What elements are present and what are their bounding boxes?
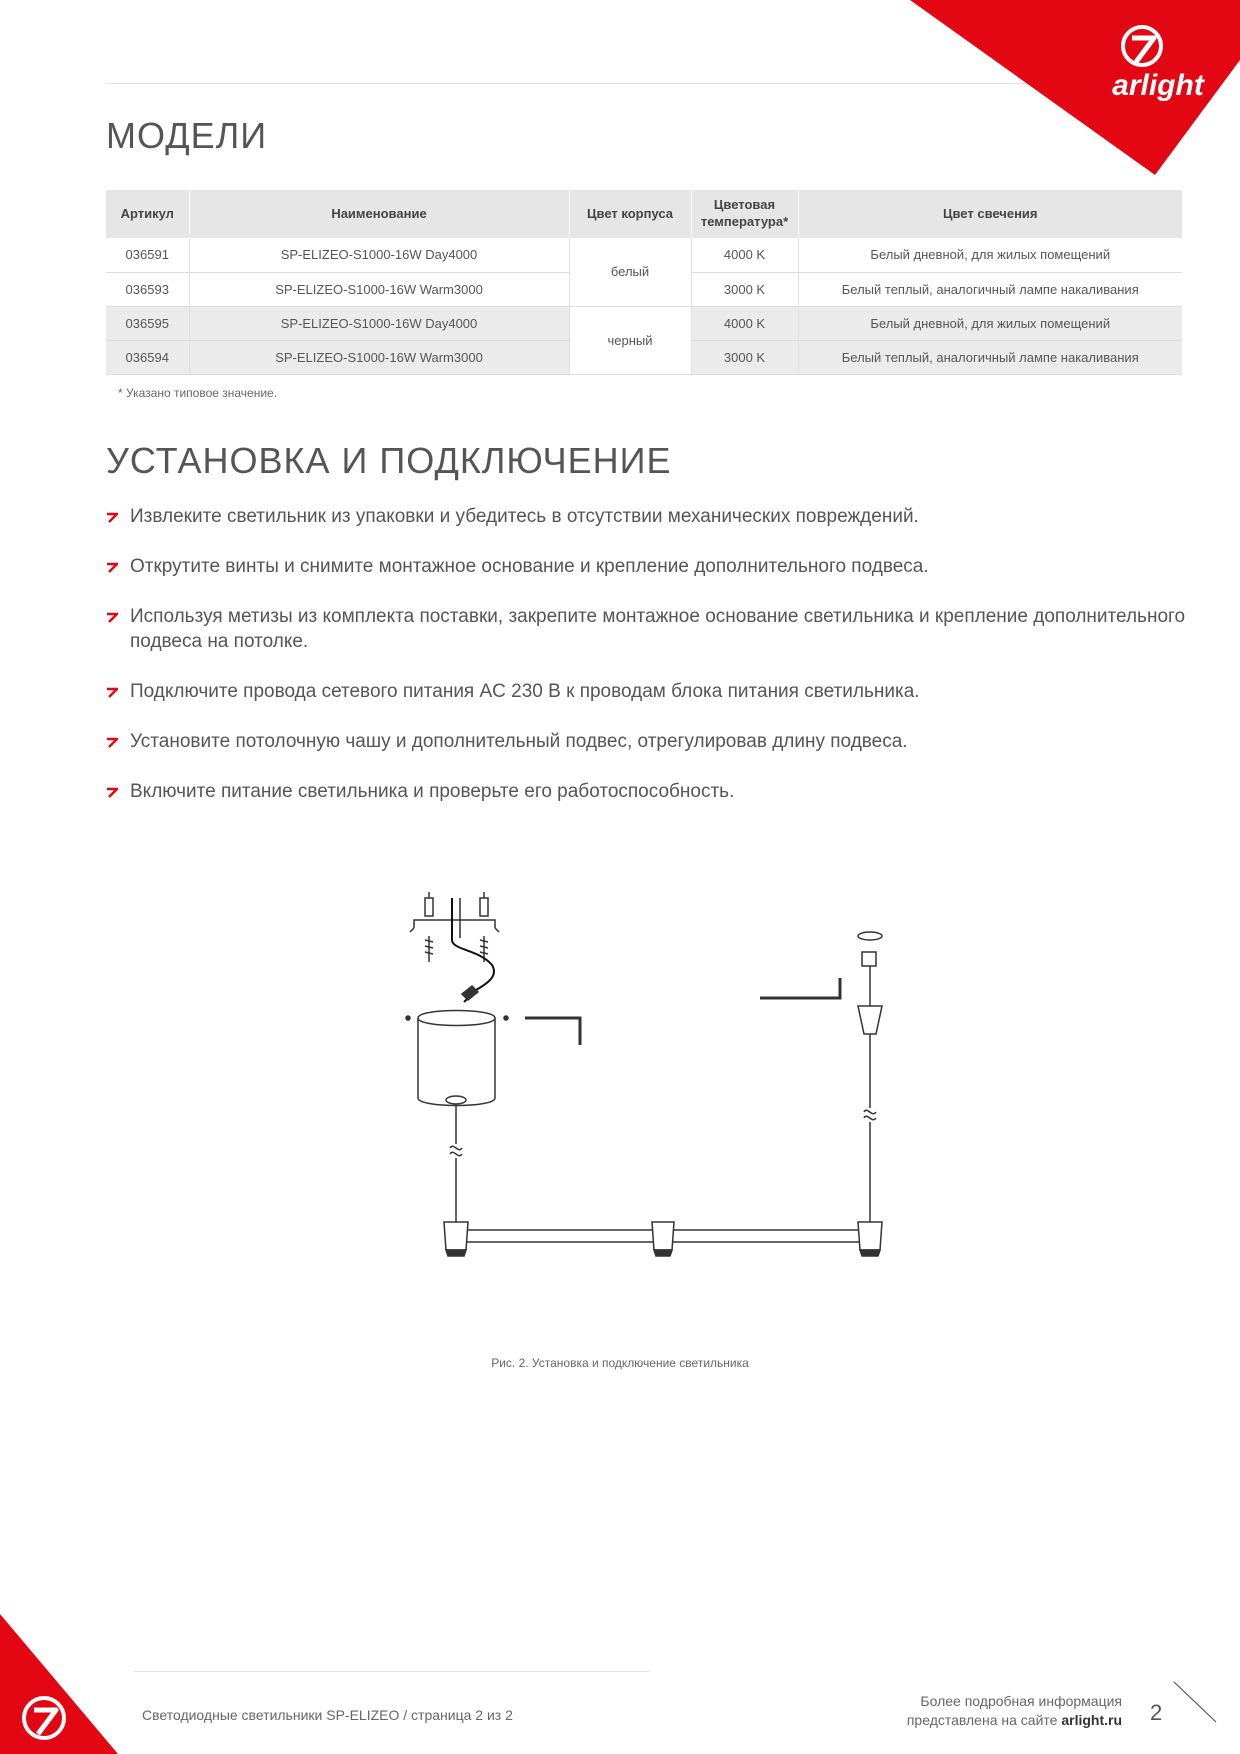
temp-cell: 4000 K [691, 306, 798, 340]
red-arrow-icon [106, 561, 118, 573]
temp-cell: 3000 K [691, 272, 798, 306]
page-slash-icon [1170, 1680, 1220, 1725]
table-row [106, 238, 1182, 272]
article-cell: 036591 [106, 238, 189, 272]
list-item: Извлеките светильник из упаковки и убедитесь в отсутствии механических повреждений. [106, 504, 1186, 529]
list-item: Используя метизы из комплекта поставки, закрепите монтажное основание светильника и крепление дополнительного подвеса на потолке. [106, 604, 1186, 654]
table-row [106, 306, 1182, 340]
hex-key-icon [760, 978, 840, 998]
mounting-bracket-icon [410, 892, 499, 962]
body-color-cell: черный [569, 306, 691, 374]
figure-caption: Рис. 2. Установка и подключение светильника [491, 1356, 749, 1370]
temp-cell: 3000 K [691, 340, 798, 374]
light-cell: Белый дневной, для жилых помещений [798, 306, 1182, 340]
header-name: Наименование [189, 190, 569, 238]
install-steps [106, 504, 1186, 829]
red-arrow-icon [106, 511, 118, 523]
header-body-color: Цвет корпуса [569, 190, 691, 238]
install-title: УСТАНОВКА И ПОДКЛЮЧЕНИЕ [106, 440, 672, 481]
linear-luminaire-icon [444, 1222, 882, 1256]
body-color-cell: белый [569, 238, 691, 306]
red-arrow-icon [106, 736, 118, 748]
more-info: Более подробная информация представлена на сайте arlight.ru [906, 1693, 1122, 1728]
light-cell: Белый теплый, аналогичный лампе накаливания [798, 340, 1182, 374]
red-arrow-icon [106, 686, 118, 698]
list-item: Установите потолочную чашу и дополнительный подвес, отрегулировав длину подвеса. [106, 729, 1186, 754]
page-number: 2 [1150, 1700, 1163, 1725]
brand-corner-bottom [0, 1614, 120, 1754]
article-cell: 036593 [106, 272, 189, 306]
temp-cell: 4000 K [691, 238, 798, 272]
models-title: МОДЕЛИ [106, 115, 268, 156]
site-link[interactable]: arlight.ru [1061, 1712, 1122, 1728]
document-title: Светодиодные светильники SP-ELIZEO / страница 2 из 2 [142, 1707, 513, 1723]
header-light-color: Цвет свечения [798, 190, 1182, 238]
models-table [106, 190, 1182, 375]
name-cell: SP-ELIZEO-S1000-16W Warm3000 [189, 272, 569, 306]
list-item: Включите питание светильника и проверьте его работоспособность. [106, 779, 1186, 804]
article-cell: 036594 [106, 340, 189, 374]
top-divider [106, 83, 1036, 84]
red-arrow-icon [106, 611, 118, 623]
header-color-temp: Цветовая температура* [691, 190, 798, 238]
list-item: Открутите винты и снимите монтажное основание и крепление дополнительного подвеса. [106, 554, 1186, 579]
name-cell: SP-ELIZEO-S1000-16W Warm3000 [189, 340, 569, 374]
light-cell: Белый дневной, для жилых помещений [798, 238, 1182, 272]
red-arrow-icon [106, 786, 118, 798]
suspension-mount-icon [858, 932, 882, 1226]
hex-key-icon [525, 1018, 580, 1045]
table-footnote: * Указано типовое значение. [118, 386, 278, 400]
article-cell: 036595 [106, 306, 189, 340]
footer-divider [134, 1671, 649, 1672]
name-cell: SP-ELIZEO-S1000-16W Day4000 [189, 306, 569, 340]
list-item: Подключите провода сетевого питания AC 230 В к проводам блока питания светильника. [106, 679, 1186, 704]
light-cell: Белый теплый, аналогичный лампе накаливания [798, 272, 1182, 306]
name-cell: SP-ELIZEO-S1000-16W Day4000 [189, 238, 569, 272]
installation-diagram [400, 890, 910, 1280]
header-article: Артикул [106, 190, 189, 238]
table-header-row [106, 190, 1182, 238]
ceiling-canopy-icon [406, 1011, 508, 1106]
brand-corner [910, 0, 1240, 180]
logo-text: arlight [1112, 69, 1204, 102]
